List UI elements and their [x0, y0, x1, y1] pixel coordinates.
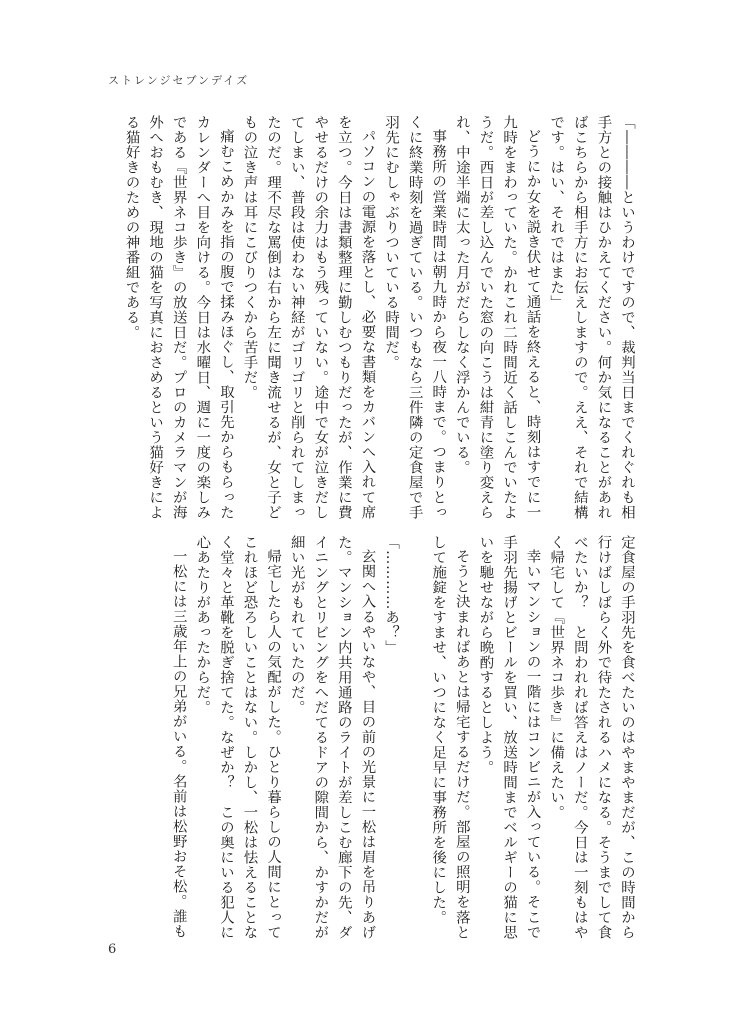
- paragraph: 定食屋の手羽先を食べたいのはやまやまだが、この時間から行けばしばらく外で待たされるハメになる。そうまでして食べたいか？ と問われれば答えはノーだ。今日は一刻もはやく帰宅して『世界ネコ歩き』に備えたい。: [548, 535, 635, 940]
- paragraph: 「――――というわけですので、裁判当日までくれぐれも相手方との接触はひかえてください。何か気になることがあればこちらから相手方にお伝えしますので。ええ、それで結構です。はい、それではまた」: [548, 115, 635, 520]
- page-number: 6: [108, 942, 117, 957]
- paragraph: パソコンの電源を落とし、必要な書類をカバンへ入れて席を立つ。今日は書類整理に勤しむつもりだったが、作業に費やせるだけの余力はもう残っていない。途中で女が泣きだしてしまい、普段は使わない神経がゴリゴリと削られてしまったのだ。理不尽な罵倒は右から左に聞き流せるが、女と子どもの泣き声は耳にこびりつくから苦手だ。: [241, 115, 376, 520]
- paragraph: 玄関へ入るやいなや、目の前の光景に一松は眉を吊りあげた。マンション内共用通路のライトが差しこむ廊下の先、ダイニングとリビングをへだてるドアの隙間から、かすかだが細い光がもれていたのだ。: [288, 535, 376, 940]
- paragraph: そうと決まればあとは帰宅するだけだ。部屋の照明を落として施錠をすませ、いつになく足早に事務所を後にした。: [430, 535, 470, 940]
- paragraph: 痛むこめかみを指の腹で揉みほぐし、取引先からもらったカレンダーへ目を向ける。今日は水曜日、週に一度の楽しみである『世界ネコ歩き』の放送日だ。プロのカメラマンが海外へおもむき、現地の猫を写真におさめるという猫好きによる猫好きのための神番組である。: [123, 115, 234, 520]
- paragraph: 帰宅したら人の気配がした。ひとり暮らしの人間にとってこれほど恐ろしいことはない。しかし、一松は怯えることなく堂々と革靴を脱ぎ捨てた。なぜか？ この奥にいる犯人に心あたりがあったからだ。: [194, 535, 282, 940]
- paragraph: 幸いマンションの一階にはコンビニが入っている。そこで手羽先揚げとビールを買い、放送時間までベルギーの猫に思いを馳せながら晩酌するとしよう。: [477, 535, 541, 940]
- paragraph: どうにか女を説き伏せて通話を終えると、時刻はすでに一九時をまわっていた。かれこれ二時間近く話しこんでいたようだ。西日が差し込んでいた窓の向こうは紺青に塗り変えられ、中途半端に太った月がだらしなく浮かんでいる。: [453, 115, 541, 520]
- running-header: ストレンジセブンデイズ: [108, 74, 250, 87]
- text-block-bottom: [78, 535, 638, 940]
- paragraph: 事務所の営業時間は朝九時から夜一八時まで。つまりとっくに終業時刻を過ぎている。いつもなら三件隣の定食屋で手羽先にむしゃぶりついている時間だ。: [383, 115, 447, 520]
- dialogue-line: 「…………あ？」: [383, 535, 400, 655]
- paragraph: 一松には三歳年上の兄弟がいる。名前は松野おそ松。誰も: [170, 549, 187, 940]
- text-block-top: [78, 115, 638, 520]
- blank-line: [402, 535, 426, 940]
